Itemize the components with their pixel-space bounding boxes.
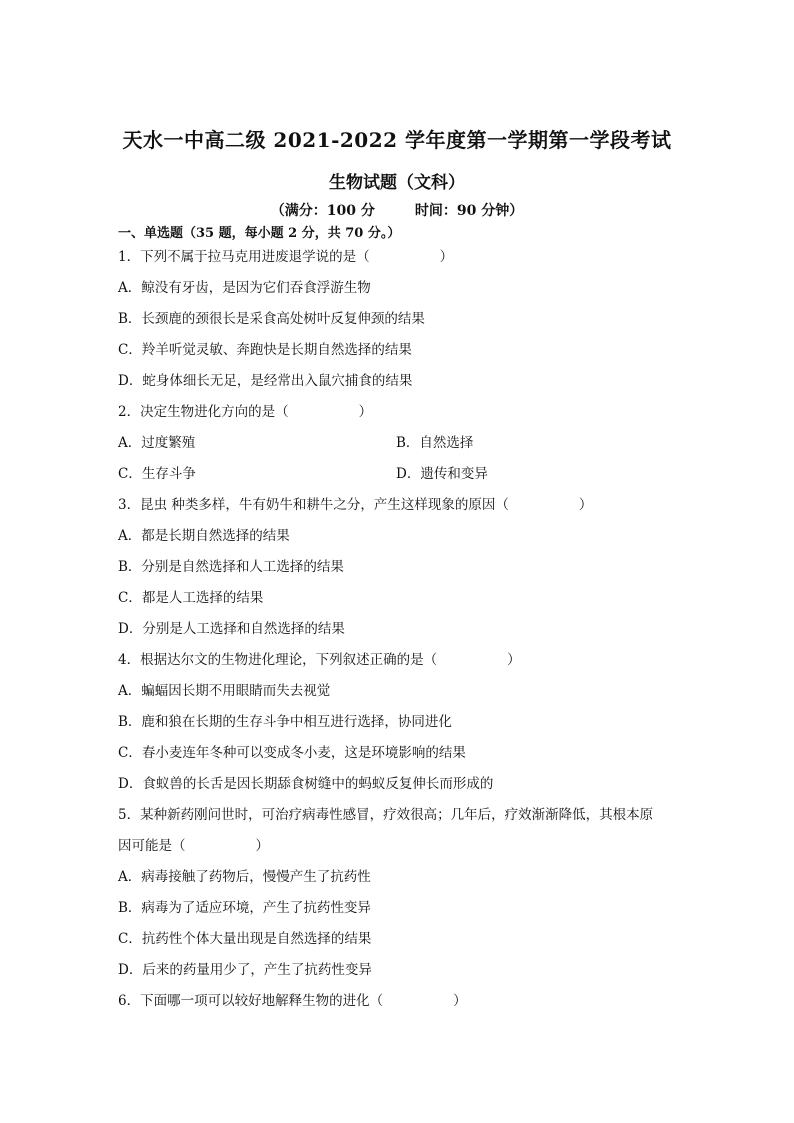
option: D．食蚁兽的长舌是因长期舔食树缝中的蚂蚁反复伸长而形成的 <box>118 776 494 792</box>
question-stem: 6．下面哪一项可以较好地解释生物的进化（ ） <box>118 993 467 1009</box>
question-stem: 1．下列不属于拉马克用进废退学说的是（ ） <box>118 249 454 265</box>
exam-subtitle: 生物试题（文科） <box>329 173 465 193</box>
question-list <box>118 242 678 1017</box>
option: B．病毒为了适应环境，产生了抗药性变异 <box>118 900 371 916</box>
option: D．后来的药量用少了，产生了抗药性变异 <box>118 962 372 978</box>
option: A．鲸没有牙齿，是因为它们吞食浮游生物 <box>118 280 371 296</box>
option: A．过度繁殖 <box>118 435 196 451</box>
option: C．都是人工选择的结果 <box>118 590 264 606</box>
score-info: （满分：100 分 <box>270 203 375 219</box>
exam-title: 天水一中高二级 2021-2022 学年度第一学期第一学段考试 <box>122 128 672 152</box>
option: A．都是长期自然选择的结果 <box>118 528 290 544</box>
question-stem: 2．决定生物进化方向的是（ ） <box>118 404 373 420</box>
option: B．自然选择 <box>396 435 474 451</box>
time-info: 时间：90 分钟） <box>414 203 524 219</box>
option: A．蝙蝠因长期不用眼睛而失去视觉 <box>118 683 331 699</box>
question-stem: 4．根据达尔文的生物进化理论，下列叙述正确的是（ ） <box>118 652 521 668</box>
option: A．病毒接触了药物后，慢慢产生了抗药性 <box>118 869 371 885</box>
section-heading: 一、单选题（35 题，每小题 2 分，共 70 分。） <box>118 226 401 241</box>
option: C．羚羊听觉灵敏、奔跑快是长期自然选择的结果 <box>118 342 412 358</box>
question-stem-continued: 因可能是（ ） <box>118 838 269 854</box>
option-row <box>118 459 678 490</box>
question-stem: 5．某种新药刚问世时，可治疗病毒性感冒，疗效很高；几年后，疗效渐渐降低，其根本原 <box>118 807 654 823</box>
exam-meta <box>0 200 794 220</box>
question-stem: 3．昆虫 种类多样，牛有奶牛和耕牛之分，产生这样现象的原因（ ） <box>118 497 593 513</box>
option: D．分别是人工选择和自然选择的结果 <box>118 621 345 637</box>
option: C．生存斗争 <box>118 466 196 482</box>
option: C．春小麦连年冬种可以变成冬小麦，这是环境影响的结果 <box>118 745 466 761</box>
option: C．抗药性个体大量出现是自然选择的结果 <box>118 931 372 947</box>
option: D．蛇身体细长无足，是经常出入鼠穴捕食的结果 <box>118 373 413 389</box>
option: B．长颈鹿的颈很长是采食高处树叶反复伸颈的结果 <box>118 311 425 327</box>
option: D．遗传和变异 <box>396 466 488 482</box>
option: B．鹿和狼在长期的生存斗争中相互进行选择，协同进化 <box>118 714 452 730</box>
option: B．分别是自然选择和人工选择的结果 <box>118 559 344 575</box>
option-row <box>118 428 678 459</box>
